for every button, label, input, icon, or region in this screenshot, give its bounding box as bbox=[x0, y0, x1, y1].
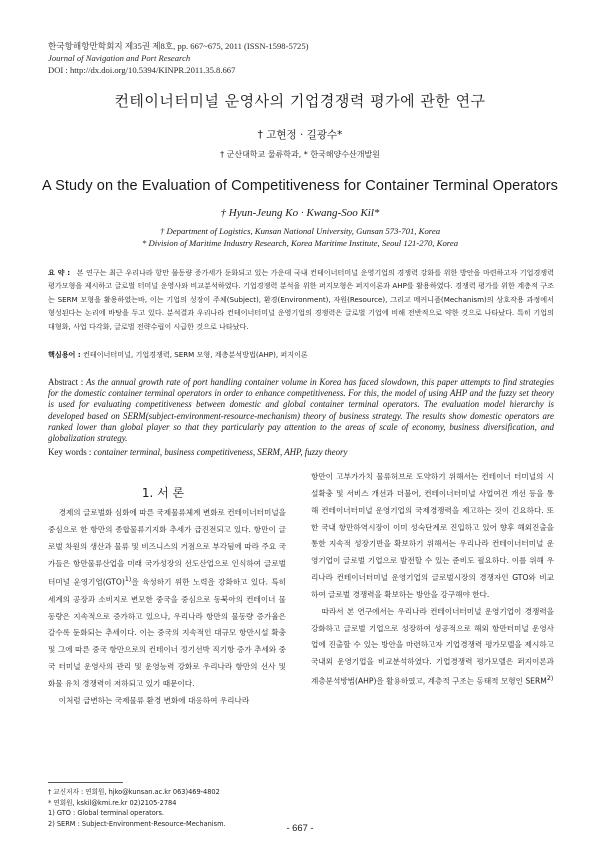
abstract-english-label: Abstract : bbox=[48, 377, 84, 387]
paragraph-text: 을 육성하기 위한 노력을 강화하고 있다. 특히 세계의 공장과 소비지로 변모한 중국을 중심으로 동북아의 컨테이너 물동량은 지속적으로 증가하고 있으나, 우리나라 항만의 물동량 증가율은 갈수록 둔화되는 추세이다. 이는 중국의 지속적인 대규모 항만시설 확충 및 그에 따른 중국 항만으로의 컨테이너 정기선박 직기항 증가 추세와 중국 터미널 운영사의 관리 및 운영능력 강화로 우리나라 항만의 선사 및 화물 유치 경쟁력이 저하되고 있기 때문이다. bbox=[48, 577, 287, 688]
abstract-english-text: As the annual growth rate of port handling container volume in Korea has faced slowdown, this paper attempts to find strategies for the domestic container terminal operators in order to enhance competitiveness. For this, the model of using AHP and the fuzzy set theory is used for evaluating competitiveness between domestic and global container terminal operators. The evaluation model hierarchy is developed based on SERM(subject-environment-resource-mechanism) theory of business strategy. The results show domestic operators are ranked lower than global player so that they particularly pay attention to the areas of scale of economy, business diversification, and globalization strategy. bbox=[48, 377, 555, 444]
abstract-korean-label: 요 약 : bbox=[48, 268, 71, 277]
abstract-korean bbox=[48, 266, 554, 333]
paragraph-text: 경제의 글로벌화 심화에 따른 국제물류체계 변화로 컨테이너터미널을 중심으로 한 항만의 종합물류기지화 추세가 급진전되고 있다. 항만이 글로벌 차원의 생산과 물류 및 비즈니스의 거점으로 부각됨에 따라 주요 국가들은 항만물류산업을 미래 국가성장의 선도산업으로 인식하여 글로벌 터미널 운영기업(GTO) bbox=[48, 508, 286, 587]
footnote: 1) GTO : Global terminal operators. bbox=[48, 809, 165, 818]
affiliation-line: * Division of Maritime Industry Research, Korea Maritime Institute, Seoul 121-270, Korea bbox=[141, 238, 459, 248]
journal-header bbox=[48, 40, 548, 76]
journal-name: Journal of Navigation and Port Research bbox=[48, 53, 191, 63]
footnote: * 연회원, kskil@kmi.re.kr 02)2105-2784 bbox=[48, 798, 177, 807]
affiliation-korean: † 군산대학교 물류학과, * 한국해양수산개발원 bbox=[220, 150, 380, 159]
keywords-korean-label: 핵심용어 : bbox=[48, 350, 81, 359]
doi-line[interactable]: DOI : http://dx.doi.org/10.5394/KINPR.2011.35.8.667 bbox=[48, 65, 236, 75]
keywords-english-text: container terminal, business competitiveness, SERM, AHP, fuzzy theory bbox=[93, 447, 348, 457]
footnote: 2) SERM : Subject-Environment-Resource-Mechanism. bbox=[48, 819, 226, 828]
section-heading-introduction: 1. 서 론 bbox=[141, 486, 185, 500]
abstract-korean-text: 본 연구는 최근 우리나라 항만 물동량 증가세가 둔화되고 있는 가운데 국내 컨테이너터미널 운영기업의 경쟁력 강화를 위한 방안을 마련하고자 기업경쟁력 평가모형을 제시하고 글로벌 터미널 운영사와 비교분석하였다. 기업경쟁력 분석을 위한 퍼지모형은 퍼지이론과 AHP를 활용하였다. 경쟁력 평가를 위한 계층적 구조는 SERM 모형을 활용하였는바, 이는 기업의 성장이 주체(Subject), 환경(Environment), 자원(Resource), 그리고 메커니즘(Mechanism)의 상호작용 과정에서 형성된다는 논리에 바탕을 두고 있다. 분석결과 우리나라 컨테이너터미널 운영기업의 경쟁력은 글로벌 기업에 비해 전반적으로 약한 것으로 나타났다. 특히 기업의 대형화, 사업 다각화, 글로벌 전략수립이 시급한 것으로 나타났다. bbox=[48, 268, 555, 331]
body-paragraph: 항만이 고부가가치 물류허브로 도약하기 위해서는 컨테이너 터미널의 시설확충 및 서비스 개선과 더불어, 컨테이너터미널 사업여건 개선 등을 통해 컨테이너터미널 운영기업의 국제경쟁력을 제고하는 것이 긴요하다. 또한 국내 항만하역시장이 이미 성숙단계로 진입하고 있어 향후 해외진출을 통한 지속적 성장기반을 확보하기 위해서는 우리나라 컨테이너터미널 운영기업이 글로벌 기업으로 발전할 수 있는 준비도 필요하다. 이를 위해 우리나라 컨테이너터미널 운영기업의 글로벌시장의 경쟁자인 GTO와 비교하여 글로벌 경쟁력을 확보하는 방안을 강구해야 한다. bbox=[311, 472, 554, 599]
authors-english: † Hyun-Jeung Ko · Kwang-Soo Kil* bbox=[220, 207, 380, 219]
title-korean: 컨테이너터미널 운영사의 기업경쟁력 평가에 관한 연구 bbox=[114, 92, 486, 110]
footnote-divider bbox=[48, 782, 123, 783]
footnote-ref: 1) bbox=[124, 576, 132, 584]
keywords-korean-text: 컨테이너터미널, 기업경쟁력, SERM 모형, 계층분석방법(AHP), 퍼지이론 bbox=[82, 350, 308, 359]
affiliation-line: † Department of Logistics, Kunsan National University, Gunsan 573-701, Korea bbox=[159, 226, 441, 236]
paragraph-text: 따라서 본 연구에서는 우리나라 컨테이너터미널 운영기업이 경쟁력을 강화하고 글로벌 기업으로 성장하여 성공적으로 해외 항만터미널 운영사업에 진출할 수 있는 방안을 마련하고자 기업경쟁력 평가모델을 제시하고 국내외 운영기업을 비교분석하였다. 기업경쟁력 평가모델은 퍼지이론과 계층분석방법(AHP)을 활용하였고, 계층적 구조는 동태적 모형인 SERM bbox=[311, 606, 554, 686]
keywords-korean bbox=[48, 350, 554, 360]
body-column-right bbox=[311, 469, 554, 691]
body-column-left bbox=[48, 505, 286, 710]
keywords-english-label: Key words : bbox=[48, 447, 92, 457]
title-english: A Study on the Evaluation of Competitiveness for Container Terminal Operators bbox=[41, 178, 558, 194]
page-number: - 667 - bbox=[286, 822, 314, 833]
body-paragraph bbox=[311, 604, 554, 691]
abstract-english bbox=[48, 377, 554, 444]
body-paragraph: 이처럼 급변하는 국제물류 환경 변화에 대응하여 우리나라 bbox=[58, 695, 250, 705]
footnote-ref: 2) bbox=[546, 675, 554, 683]
body-paragraph bbox=[48, 505, 286, 693]
authors-korean: † 고현정 · 길광수* bbox=[257, 129, 343, 141]
journal-citation: 한국항해항만학회지 제35권 제8호, pp. 667~675, 2011 (ISSN-1598-5725) bbox=[48, 41, 309, 51]
footnote: † 교신저자 : 연회원, hjko@kunsan.ac.kr 063)469-4802 bbox=[48, 788, 220, 796]
affiliation-english bbox=[0, 225, 600, 249]
keywords-english bbox=[48, 447, 554, 457]
